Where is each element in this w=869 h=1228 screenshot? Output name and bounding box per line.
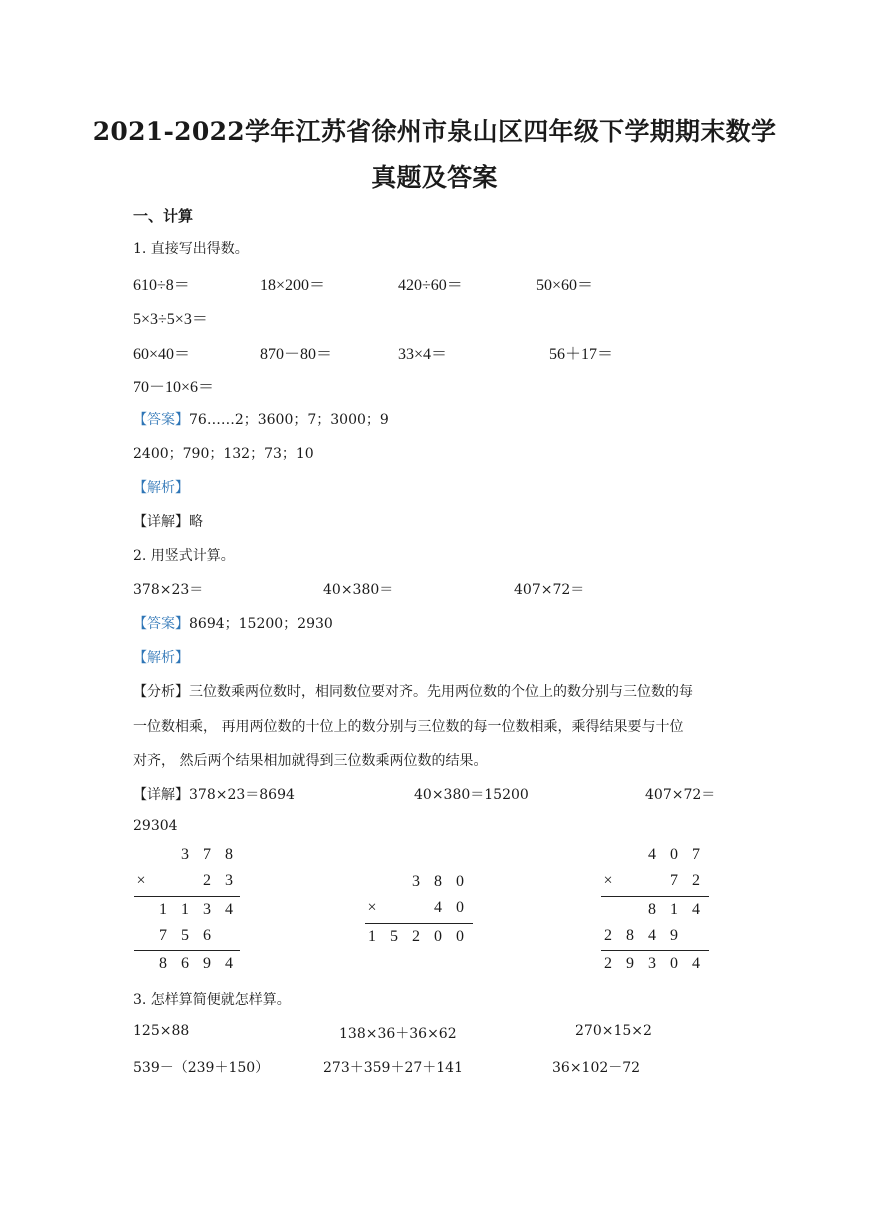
detail-item: 40×380＝15200: [414, 787, 529, 803]
q1-item: 610÷8＝: [133, 277, 190, 294]
q1-item: 33×4＝: [398, 346, 448, 363]
section-heading: 一、计算: [133, 207, 194, 225]
vc-row: [597, 846, 709, 872]
q1-item: 870－80＝: [260, 346, 333, 363]
q1-item: 5×3÷5×3＝: [133, 311, 208, 328]
vc-digit: 0: [456, 928, 464, 945]
vc-digit: 1: [368, 928, 376, 945]
vc-digit: 1: [181, 901, 189, 918]
vc-digit: 0: [434, 928, 442, 945]
q2-problem: 407×72＝: [514, 582, 585, 598]
vc-digit: 4: [225, 901, 233, 918]
vc-digit: ×: [136, 872, 146, 889]
vc-row: [361, 928, 473, 954]
vc-row: [597, 901, 709, 927]
vc-digit: 2: [604, 927, 612, 944]
q1-item: 60×40＝: [133, 346, 191, 363]
vc-digit: 7: [203, 846, 211, 863]
vc-digit: 4: [648, 927, 656, 944]
detail-item: 407×72＝: [645, 787, 716, 803]
vc-digit: 3: [181, 846, 189, 863]
q1-item: 50×60＝: [536, 277, 594, 294]
vc-digit: 3: [648, 955, 656, 972]
vc-digit: 0: [456, 899, 464, 916]
vc-rule: [134, 896, 240, 897]
vc-rule: [601, 950, 709, 951]
vc-digit: ×: [367, 899, 377, 916]
vc-digit: 4: [225, 955, 233, 972]
detail-tag: 【详解】: [133, 787, 189, 803]
vc-digit: 0: [456, 873, 464, 890]
q2-fenxi-line3: 对齐， 然后两个结果相加就得到三位数乘两位数的结果。: [133, 753, 488, 769]
vc-digit: 2: [412, 928, 420, 945]
answer-tag: 【答案】: [133, 412, 189, 428]
q3-problem: 36×102－72: [552, 1060, 641, 1076]
vc-digit: 3: [412, 873, 420, 890]
analysis-tag: 【解析】: [133, 480, 189, 496]
analysis-tag: 【解析】: [133, 650, 189, 666]
vc-digit: 9: [626, 955, 634, 972]
vc-digit: 7: [670, 872, 678, 889]
doc-title-line2: 真题及答案: [371, 163, 498, 192]
q3-problem: 539－（239＋150）: [133, 1060, 270, 1076]
q1-item: 420÷60＝: [398, 277, 463, 294]
vc-digit: 2: [203, 872, 211, 889]
vc-digit: 8: [159, 955, 167, 972]
vc-row: [130, 846, 242, 872]
vc-digit: 4: [648, 846, 656, 863]
vc-digit: 3: [225, 872, 233, 889]
vc-digit: 9: [670, 927, 678, 944]
fenxi-text: 三位数乘两位数时，相同数位要对齐。先用两位数的个位上的数分别与三位数的每: [189, 684, 693, 700]
vertical-calc-3: [597, 846, 709, 981]
q1-item: 56＋17＝: [549, 346, 614, 363]
answer-tag: 【答案】: [133, 616, 189, 632]
vc-digit: 5: [181, 927, 189, 944]
vc-rule: [134, 950, 240, 951]
q2-problem: 40×380＝: [323, 582, 394, 598]
vc-digit: ×: [603, 872, 613, 889]
vc-row: [597, 872, 709, 898]
q3-problem: 138×36＋36×62: [339, 1026, 457, 1042]
detail-wrap: 29304: [133, 818, 178, 834]
detail-tag: 【详解】: [133, 514, 189, 530]
vc-digit: 4: [434, 899, 442, 916]
vc-row: [130, 901, 242, 927]
question-3-prompt: 3. 怎样算简便就怎样算。: [133, 992, 291, 1008]
vc-digit: 4: [692, 955, 700, 972]
answer-text: 76……2；3600；7；3000；9: [189, 412, 389, 428]
q1-item: 70－10×6＝: [133, 379, 215, 396]
vc-digit: 7: [159, 927, 167, 944]
q2-fenxi-line2: 一位数相乘， 再用两位数的十位上的数分别与三位数的每一位数相乘，乘得结果要与十位: [133, 719, 684, 735]
fenxi-tag: 【分析】: [133, 684, 189, 700]
q3-problem: 125×88: [133, 1023, 190, 1039]
vc-rule: [601, 896, 709, 897]
q2-problem: 378×23＝: [133, 582, 204, 598]
q3-problem: 273＋359＋27＋141: [323, 1060, 463, 1076]
vc-row: [361, 873, 473, 899]
detail-item: 378×23＝8694: [189, 787, 295, 803]
vc-digit: 3: [203, 901, 211, 918]
vc-digit: 1: [159, 901, 167, 918]
doc-title-line1: 2021-2022学年江苏省徐州市泉山区四年级下学期期末数学: [92, 117, 777, 146]
question-2-prompt: 2. 用竖式计算。: [133, 548, 235, 564]
vc-row: [130, 955, 242, 981]
q2-detail: [133, 784, 295, 804]
q1-detail: [133, 511, 203, 531]
vc-digit: 0: [670, 955, 678, 972]
vc-row: [361, 899, 473, 925]
vc-digit: 8: [225, 846, 233, 863]
vc-row: [597, 955, 709, 981]
vc-digit: 0: [670, 846, 678, 863]
vc-digit: 2: [692, 872, 700, 889]
vc-digit: 4: [692, 901, 700, 918]
question-1-prompt: 1. 直接写出得数。: [133, 241, 249, 257]
vc-digit: 7: [692, 846, 700, 863]
vc-digit: 8: [626, 927, 634, 944]
vc-digit: 9: [203, 955, 211, 972]
q2-fenxi-line1: [133, 681, 693, 701]
vc-digit: 8: [648, 901, 656, 918]
q1-item: 18×200＝: [260, 277, 326, 294]
vc-digit: 8: [434, 873, 442, 890]
vc-rule: [365, 923, 473, 924]
q3-problem: 270×15×2: [575, 1023, 652, 1039]
vc-digit: 6: [181, 955, 189, 972]
q2-answer: [133, 613, 333, 633]
vc-digit: 6: [203, 927, 211, 944]
vc-digit: 1: [670, 901, 678, 918]
q1-answer: [133, 409, 389, 429]
vc-digit: 2: [604, 955, 612, 972]
vc-digit: 5: [390, 928, 398, 945]
vertical-calc-1: [130, 846, 242, 981]
detail-text: 略: [189, 514, 203, 530]
answer-text: 8694；15200；2930: [189, 616, 333, 632]
vertical-calc-2: [361, 873, 473, 955]
vc-row: [130, 872, 242, 898]
q1-answer-line2: 2400；790；132；73；10: [133, 446, 314, 462]
